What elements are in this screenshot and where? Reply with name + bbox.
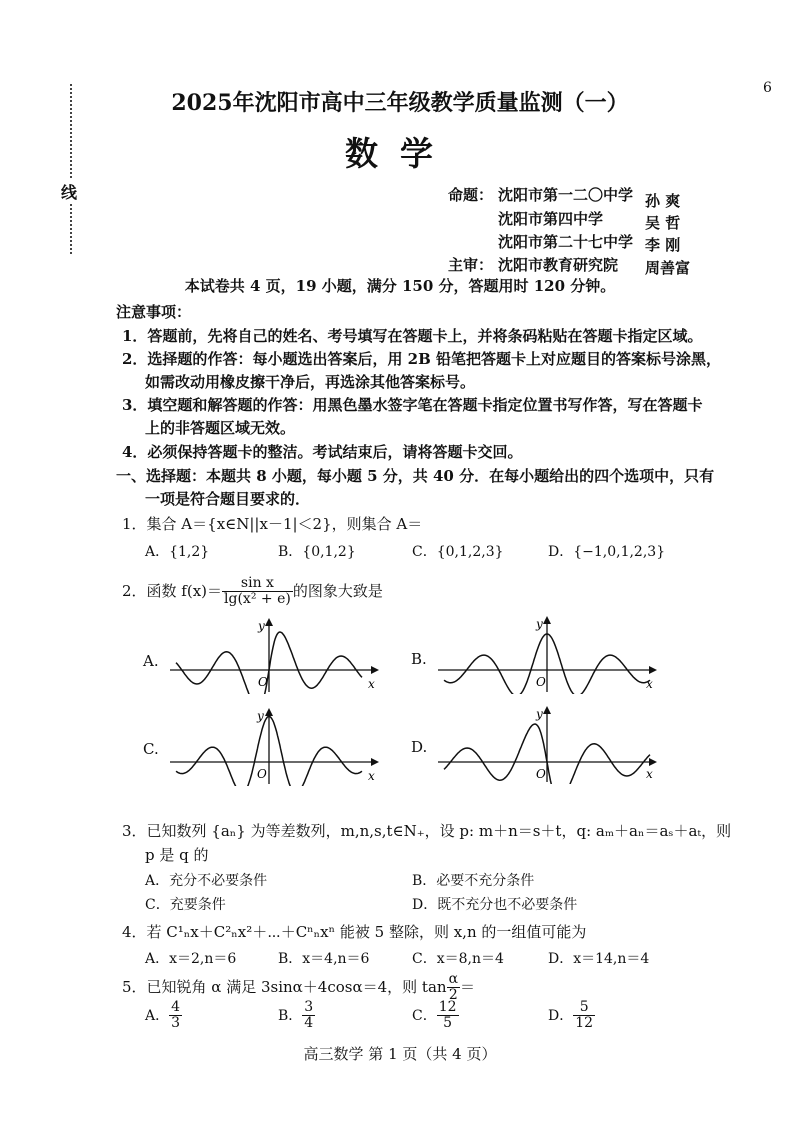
graph-a-x-arrow <box>371 666 379 674</box>
q4-option-a: A．x＝2,n＝6 <box>145 951 237 967</box>
graph-c-x-arrow <box>371 758 379 766</box>
q1-option-b: B．{0,1,2} <box>278 544 356 560</box>
graph-d-x-arrow <box>649 758 657 766</box>
q3-stem-2: p 是 q 的 <box>145 846 209 864</box>
q4-stem: 4．若 C¹ₙx＋C²ₙx²＋⋯＋Cⁿₙxⁿ 能被 5 整除，则 x,n 的一组值可能为 <box>122 923 587 941</box>
graph-a-y-label: y <box>258 619 265 633</box>
q5-option-b-num: 3 <box>304 999 314 1015</box>
graph-c-y-arrow <box>265 708 273 716</box>
q2-label-b: B. <box>411 650 427 668</box>
notice-item-3: 3．填空题和解答题的作答：用黑色墨水签字笔在答题卡指定位置书写作答，写在答题卡 <box>122 396 703 414</box>
q1-option-a: A．{1,2} <box>145 544 210 560</box>
credit-school-1: 沈阳市第一二〇中学 <box>498 186 634 204</box>
q5-option-c-den: 5 <box>443 1015 453 1032</box>
q5-option-a <box>145 1000 182 1032</box>
graph-b-origin: O <box>536 675 546 689</box>
notice-item-4: 4．必须保持答题卡的整洁。考试结束后，请将答题卡交回。 <box>122 443 523 461</box>
graph-b <box>436 612 661 694</box>
q5-stem-post: ＝ <box>460 977 476 996</box>
q5-option-d-den: 12 <box>575 1015 594 1032</box>
q4-option-c: C．x＝8,n＝4 <box>412 951 504 967</box>
q5-option-a-frac <box>169 1000 182 1032</box>
notice-item-3b: 上的非答题区域无效。 <box>145 419 296 437</box>
graph-c <box>168 704 383 786</box>
credit-name-1: 孙 爽 <box>645 192 681 210</box>
graph-c-origin: O <box>257 767 267 781</box>
q5-stem-pre: 5．已知锐角 α 满足 3sinα＋4cosα＝4，则 tan <box>122 977 447 996</box>
notice-item-2b: 如需改动用橡皮擦干净后，再选涂其他答案标号。 <box>145 373 476 391</box>
graph-a-y-arrow <box>265 618 273 626</box>
q2-label-a: A. <box>143 652 159 670</box>
credit-name-3: 李 刚 <box>645 236 681 254</box>
q5-option-d <box>548 1000 595 1032</box>
q3-stem-1: 3．已知数列 {aₙ} 为等差数列，m,n,s,t∈N₊，设 p: m＋n＝s＋t，q: aₘ＋aₙ＝aₛ＋aₜ，则 <box>122 822 732 840</box>
graph-d-y-arrow <box>543 706 551 714</box>
q5-option-c-num: 12 <box>438 999 457 1015</box>
binding-char: 线 <box>61 180 77 203</box>
graph-d-y-label: y <box>536 707 543 721</box>
graph-c-x-label: x <box>368 769 375 783</box>
section1-line1: 一、选择题：本题共 8 小题，每小题 5 分，共 40 分．在每小题给出的四个选项中，只有 <box>116 467 715 485</box>
credit-name-2: 吴 哲 <box>645 214 681 232</box>
graph-b-y-arrow <box>543 616 551 624</box>
q5-option-b-frac <box>302 1000 315 1032</box>
q2-fraction <box>222 576 293 608</box>
q5-option-d-frac <box>573 1000 595 1032</box>
q2-stem-pre: 2．函数 f(x)＝ <box>122 581 223 600</box>
q5-option-d-letter: D． <box>548 1007 574 1024</box>
notice-heading: 注意事项： <box>116 303 192 321</box>
q5-option-c <box>412 1000 459 1032</box>
graph-d-x-label: x <box>646 767 653 781</box>
q2-stem <box>122 576 383 608</box>
q5-option-d-num: 5 <box>573 1000 595 1016</box>
q5-option-b-den: 4 <box>304 1015 314 1032</box>
credit-label-1: 命题： <box>448 186 494 204</box>
subject-title: 数学 <box>345 134 455 173</box>
page-mark: 6 <box>763 80 772 96</box>
graph-c-y-label: y <box>257 709 264 723</box>
q3-option-c: C．充要条件 <box>145 897 226 913</box>
section1-line2: 一项是符合题目要求的． <box>145 490 311 508</box>
credit-school-3: 沈阳市第二十七中学 <box>498 233 634 251</box>
graph-a <box>168 614 383 694</box>
graph-c-svg <box>168 704 383 786</box>
q2-frac-den: lg(x² + e) <box>224 591 291 608</box>
q1-option-d: D．{−1,0,1,2,3} <box>548 544 666 560</box>
credit-school-2: 沈阳市第四中学 <box>498 210 604 228</box>
credit-name-4: 周善富 <box>645 259 691 277</box>
q3-option-a: A．充分不必要条件 <box>145 873 268 889</box>
q5-stem-frac-den: 2 <box>448 987 458 1004</box>
graph-b-y-label: y <box>536 617 543 631</box>
graph-b-x-label: x <box>646 677 653 691</box>
page-footer: 高三数学 第 1 页（共 4 页） <box>303 1045 497 1063</box>
q1-stem: 1．集合 A＝{x∈N||x－1|＜2}，则集合 A＝ <box>122 515 423 533</box>
q3-option-b: B．必要不充分条件 <box>412 873 535 889</box>
exam-title: 2025年沈阳市高中三年级教学质量监测（一） <box>171 90 629 116</box>
q5-option-a-num: 4 <box>171 999 181 1015</box>
q2-label-c: C. <box>143 740 159 758</box>
graph-a-svg <box>168 614 383 694</box>
credit-school-4: 沈阳市教育研究院 <box>498 256 619 274</box>
q2-frac-num: sin x <box>222 576 293 592</box>
q2-label-d: D. <box>411 738 428 756</box>
graph-d <box>436 702 661 784</box>
graph-d-svg <box>436 702 661 784</box>
q1-option-c: C．{0,1,2,3} <box>412 544 504 560</box>
notice-item-1: 1．答题前，先将自己的姓名、考号填写在答题卡上，并将条码粘贴在答题卡指定区域。 <box>122 327 703 345</box>
q5-stem-frac-num: α <box>448 971 459 987</box>
q5-option-a-letter: A． <box>145 1007 170 1024</box>
q5-option-b-letter: B． <box>278 1007 303 1024</box>
q5-option-c-letter: C． <box>412 1007 437 1024</box>
q5-option-b <box>278 1000 315 1032</box>
q2-stem-post: 的图象大致是 <box>292 581 383 600</box>
q4-option-b: B．x＝4,n＝6 <box>278 951 370 967</box>
q5-option-a-den: 3 <box>171 1015 181 1032</box>
q3-option-d: D．既不充分也不必要条件 <box>412 897 578 913</box>
graph-a-x-label: x <box>368 677 375 691</box>
graph-b-svg <box>436 612 661 694</box>
q5-option-c-frac <box>437 1000 459 1032</box>
notice-item-2: 2．选择题的作答：每小题选出答案后，用 2B 铅笔把答题卡上对应题目的答案标号涂黑， <box>122 350 722 368</box>
exam-info: 本试卷共 4 页，19 小题，满分 150 分，答题用时 120 分钟。 <box>184 277 616 295</box>
graph-b-x-arrow <box>649 666 657 674</box>
graph-a-origin: O <box>258 675 268 689</box>
q4-option-d: D．x＝14,n＝4 <box>548 951 650 967</box>
graph-d-origin: O <box>536 767 546 781</box>
credit-label-4: 主审： <box>448 256 494 274</box>
